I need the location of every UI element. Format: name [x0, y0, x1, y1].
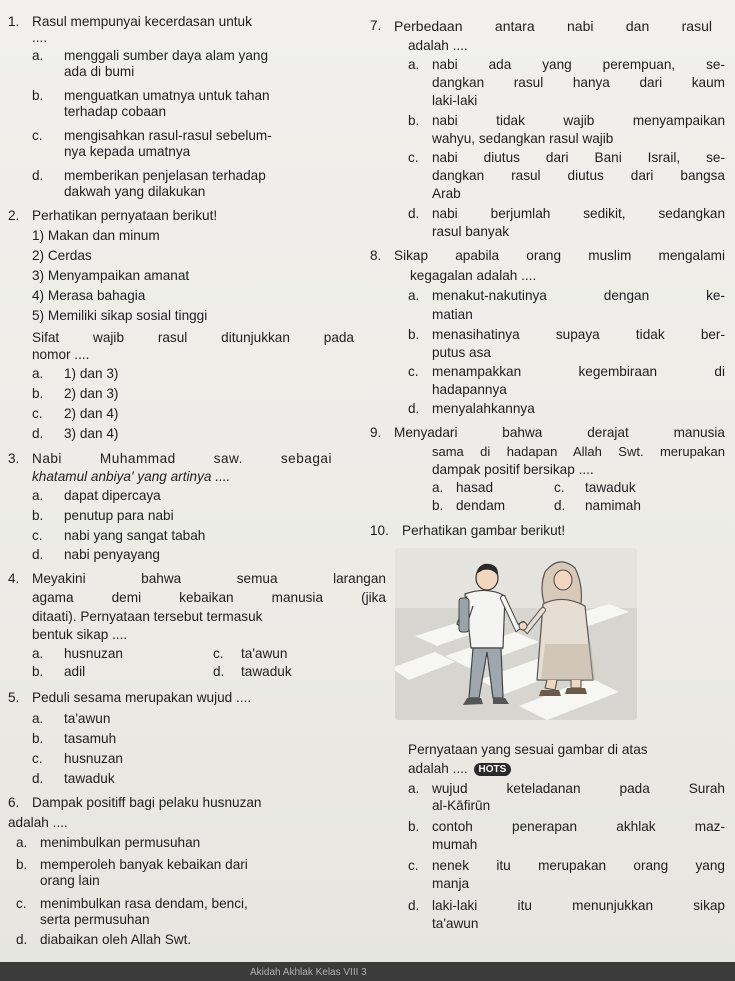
q10-option-b-letter: b.: [408, 819, 420, 834]
q3-option-b-letter: b.: [32, 508, 44, 523]
q1-option-c-line-2: nya kepada umatnya: [64, 144, 191, 159]
q3-option-a-text: dapat dipercaya: [64, 488, 161, 503]
q1-number: 1.: [8, 14, 20, 29]
q7-option-d-line-1: nabi berjumlah sedikit, sedangkan: [432, 206, 725, 221]
q2-question-line-2: nomor ....: [32, 347, 90, 362]
q7-option-c-line-3: Arab: [432, 186, 461, 201]
q1-option-b-letter: b.: [32, 88, 44, 103]
q3-option-c-letter: c.: [32, 528, 43, 543]
q2-option-b-text: 2) dan 3): [64, 386, 119, 401]
q10-option-a-line-2: al-Kāfirūn: [432, 798, 491, 813]
q4-option-c-letter: c.: [213, 646, 224, 661]
q1-option-a-letter: a.: [32, 48, 44, 63]
hots-badge: HOTS: [474, 763, 512, 776]
q2-item-3: 3) Menyampaikan amanat: [32, 268, 190, 283]
q6-option-b-line-1: memperoleh banyak kebaikan dari: [40, 857, 248, 872]
q7-option-a-line-3: laki-laki: [432, 93, 478, 108]
q5-option-d-text: tawaduk: [64, 771, 115, 786]
q6-option-d-line-1: diabaikan oleh Allah Swt.: [40, 932, 192, 947]
q7-number: 7.: [370, 18, 382, 33]
q2-option-a-letter: a.: [32, 366, 44, 381]
q8-stem-line-2: kegagalan adalah ....: [410, 268, 537, 283]
q4-stem-line-3: ditaati). Pernyataan tersebut termasuk: [32, 609, 263, 624]
q5-option-c-letter: c.: [32, 751, 43, 766]
q1-stem-line-2: ....: [32, 30, 48, 45]
q2-item-2: 2) Cerdas: [32, 248, 92, 263]
q7-option-b-line-2: wahyu, sedangkan rasul wajib: [432, 131, 614, 146]
q6-stem-line-1: Dampak positiff bagi pelaku husnuzan: [32, 795, 262, 810]
q9-option-c-text: tawaduk: [585, 480, 636, 495]
q4-option-b-text: adil: [64, 664, 86, 679]
q6-stem-line-2: adalah ....: [8, 815, 68, 830]
q9-option-a-text: hasad: [456, 480, 494, 495]
q8-option-b-letter: b.: [408, 327, 420, 342]
q3-option-c-text: nabi yang sangat tabah: [64, 528, 206, 543]
q10-question-line-2: adalah ....: [408, 761, 468, 776]
q4-option-a-text: husnuzan: [64, 646, 123, 661]
q9-number: 9.: [370, 425, 382, 440]
q2-item-5: 5) Memiliki sikap sosial tinggi: [32, 308, 208, 323]
q7-option-c-line-2: dangkan rasul diutus dari bangsa: [432, 168, 725, 183]
q8-option-a-line-2: matian: [432, 307, 473, 322]
q7-option-d-letter: d.: [408, 206, 420, 221]
q7-option-c-letter: c.: [408, 150, 419, 165]
q1-option-d-line-1: memberikan penjelasan terhadap: [64, 168, 266, 183]
q10-option-d-line-1: laki-laki itu menunjukkan sikap: [432, 898, 725, 913]
q9-option-b-text: dendam: [456, 498, 506, 513]
q9-stem-line-3: dampak positif bersikap ....: [432, 462, 594, 477]
q10-option-a-letter: a.: [408, 781, 420, 796]
q7-option-a-line-1: nabi ada yang perempuan, se-: [432, 57, 725, 72]
crossing-illustration-svg: [395, 548, 637, 720]
q4-option-d-letter: d.: [213, 664, 225, 679]
q3-option-a-letter: a.: [32, 488, 44, 503]
q9-option-b-letter: b.: [432, 498, 444, 513]
q4-stem-line-4: bentuk sikap ....: [32, 627, 128, 642]
q6-option-b-line-2: orang lain: [40, 873, 100, 888]
q5-option-a-letter: a.: [32, 711, 44, 726]
q6-option-d-letter: d.: [16, 932, 28, 947]
q8-number: 8.: [370, 248, 382, 263]
q3-stem-line-2: khatamul anbiya' yang artinya ....: [32, 469, 231, 484]
q9-stem-line-2: sama di hadapan Allah Swt. merupakan: [432, 444, 725, 459]
q9-stem-line-1: Menyadari bahwa derajat manusia: [394, 425, 725, 440]
q9-option-c-letter: c.: [554, 480, 565, 495]
q2-option-a-text: 1) dan 3): [64, 366, 119, 381]
q10-option-c-line-2: manja: [432, 876, 470, 891]
q5-number: 5.: [8, 690, 20, 705]
q3-number: 3.: [8, 451, 20, 466]
q8-option-d-line-1: menyalahkannya: [432, 401, 535, 416]
q1-option-d-line-2: dakwah yang dilakukan: [64, 184, 206, 199]
q1-option-b-line-1: menguatkan umatnya untuk tahan: [64, 88, 270, 103]
q6-option-c-line-1: menimbulkan rasa dendam, benci,: [40, 896, 248, 911]
q3-option-b-text: penutup para nabi: [64, 508, 174, 523]
q9-option-a-letter: a.: [432, 480, 444, 495]
q2-option-d-text: 3) dan 4): [64, 426, 119, 441]
q7-option-a-letter: a.: [408, 57, 420, 72]
q10-question-line-2-wrap: [408, 761, 511, 777]
q5-option-c-text: husnuzan: [64, 751, 123, 766]
q1-option-a-line-1: menggali sumber daya alam yang: [64, 48, 269, 63]
q9-option-d-text: namimah: [585, 498, 641, 513]
q4-option-b-letter: b.: [32, 664, 44, 679]
q8-option-a-line-1: menakut-nakutinya dengan ke-: [432, 288, 725, 303]
q1-option-c-letter: c.: [32, 128, 43, 143]
q7-stem-line-1: Perbedaan antara nabi dan rasul: [394, 18, 712, 34]
q5-option-a-text: ta'awun: [64, 711, 111, 726]
footer-bar: [0, 962, 735, 981]
q1-option-d-letter: d.: [32, 168, 44, 183]
q9-option-d-letter: d.: [554, 498, 566, 513]
q10-option-a-line-1: wujud keteladanan pada Surah: [432, 781, 725, 796]
q6-option-c-letter: c.: [16, 896, 27, 911]
q10-stem: Perhatikan gambar berikut!: [402, 523, 566, 538]
q4-option-c-text: ta'awun: [241, 646, 288, 661]
q1-option-a-line-2: ada di bumi: [64, 64, 135, 79]
q10-option-d-line-2: ta'awun: [432, 916, 479, 931]
q10-option-d-letter: d.: [408, 898, 420, 913]
q8-option-a-letter: a.: [408, 288, 420, 303]
q6-option-c-line-2: serta permusuhan: [40, 912, 150, 927]
q5-option-d-letter: d.: [32, 771, 44, 786]
q2-option-c-text: 2) dan 4): [64, 406, 119, 421]
q10-option-b-line-2: mumah: [432, 837, 478, 852]
q4-option-a-letter: a.: [32, 646, 44, 661]
q6-option-a-letter: a.: [16, 835, 28, 850]
q8-option-d-letter: d.: [408, 401, 420, 416]
q2-number: 2.: [8, 208, 20, 223]
q3-option-d-letter: d.: [32, 547, 44, 562]
q8-stem-line-1: Sikap apabila orang muslim mengalami: [394, 248, 725, 263]
q10-question-line-1: Pernyataan yang sesuai gambar di atas: [408, 742, 648, 757]
q6-number: 6.: [8, 795, 20, 810]
q4-option-d-text: tawaduk: [241, 664, 292, 679]
q10-option-c-letter: c.: [408, 858, 419, 873]
footer-text: Akidah Akhlak Kelas VIII 3: [250, 967, 367, 978]
q7-option-d-line-2: rasul banyak: [432, 224, 510, 239]
q8-option-c-line-2: hadapannya: [432, 382, 507, 397]
q2-option-b-letter: b.: [32, 386, 44, 401]
q5-option-b-letter: b.: [32, 731, 44, 746]
q10-number: 10.: [370, 523, 389, 538]
q2-item-1: 1) Makan dan minum: [32, 228, 160, 243]
q6-option-a-line-1: menimbulkan permusuhan: [40, 835, 201, 850]
q7-option-c-line-1: nabi diutus dari Bani Israil, se-: [432, 150, 725, 165]
q8-option-c-letter: c.: [408, 364, 419, 379]
crossing-illustration: [395, 548, 637, 720]
q10-option-b-line-1: contoh penerapan akhlak maz-: [432, 819, 725, 834]
q1-stem-line-1: Rasul mempunyai kecerdasan untuk: [32, 14, 252, 29]
q7-option-b-line-1: nabi tidak wajib menyampaikan: [432, 113, 725, 128]
q8-option-b-line-1: menasihatinya supaya tidak ber-: [432, 327, 725, 342]
q8-option-b-line-2: putus asa: [432, 345, 491, 360]
q6-option-b-letter: b.: [16, 857, 28, 872]
q3-stem-line-1: Nabi Muhammad saw. sebagai: [32, 451, 332, 466]
q2-item-4: 4) Merasa bahagia: [32, 288, 146, 303]
q2-option-d-letter: d.: [32, 426, 44, 441]
q1-option-c-line-1: mengisahkan rasul-rasul sebelum-: [64, 128, 272, 143]
q4-number: 4.: [8, 571, 20, 586]
q5-stem: Peduli sesama merupakan wujud ....: [32, 690, 252, 705]
q1-option-b-line-2: terhadap cobaan: [64, 104, 167, 119]
q5-option-b-text: tasamuh: [64, 731, 117, 746]
held-hands-icon: [519, 622, 527, 630]
q7-stem-line-2: adalah ....: [408, 38, 468, 53]
q7-option-a-line-2: dangkan rasul hanya dari kaum: [432, 75, 725, 90]
q10-option-c-line-1: nenek itu merupakan orang yang: [432, 858, 725, 873]
q2-question-line-1: Sifat wajib rasul ditunjukkan pada: [32, 330, 354, 345]
q4-stem-line-1: Meyakini bahwa semua larangan: [32, 571, 386, 586]
q4-stem-line-2: agama demi kebaikan manusia (jika: [32, 590, 386, 605]
q8-option-c-line-1: menampakkan kegembiraan di: [432, 364, 725, 379]
q3-option-d-text: nabi penyayang: [64, 547, 160, 562]
q2-option-c-letter: c.: [32, 406, 43, 421]
q2-stem: Perhatikan pernyataan berikut!: [32, 208, 218, 223]
q7-option-b-letter: b.: [408, 113, 420, 128]
